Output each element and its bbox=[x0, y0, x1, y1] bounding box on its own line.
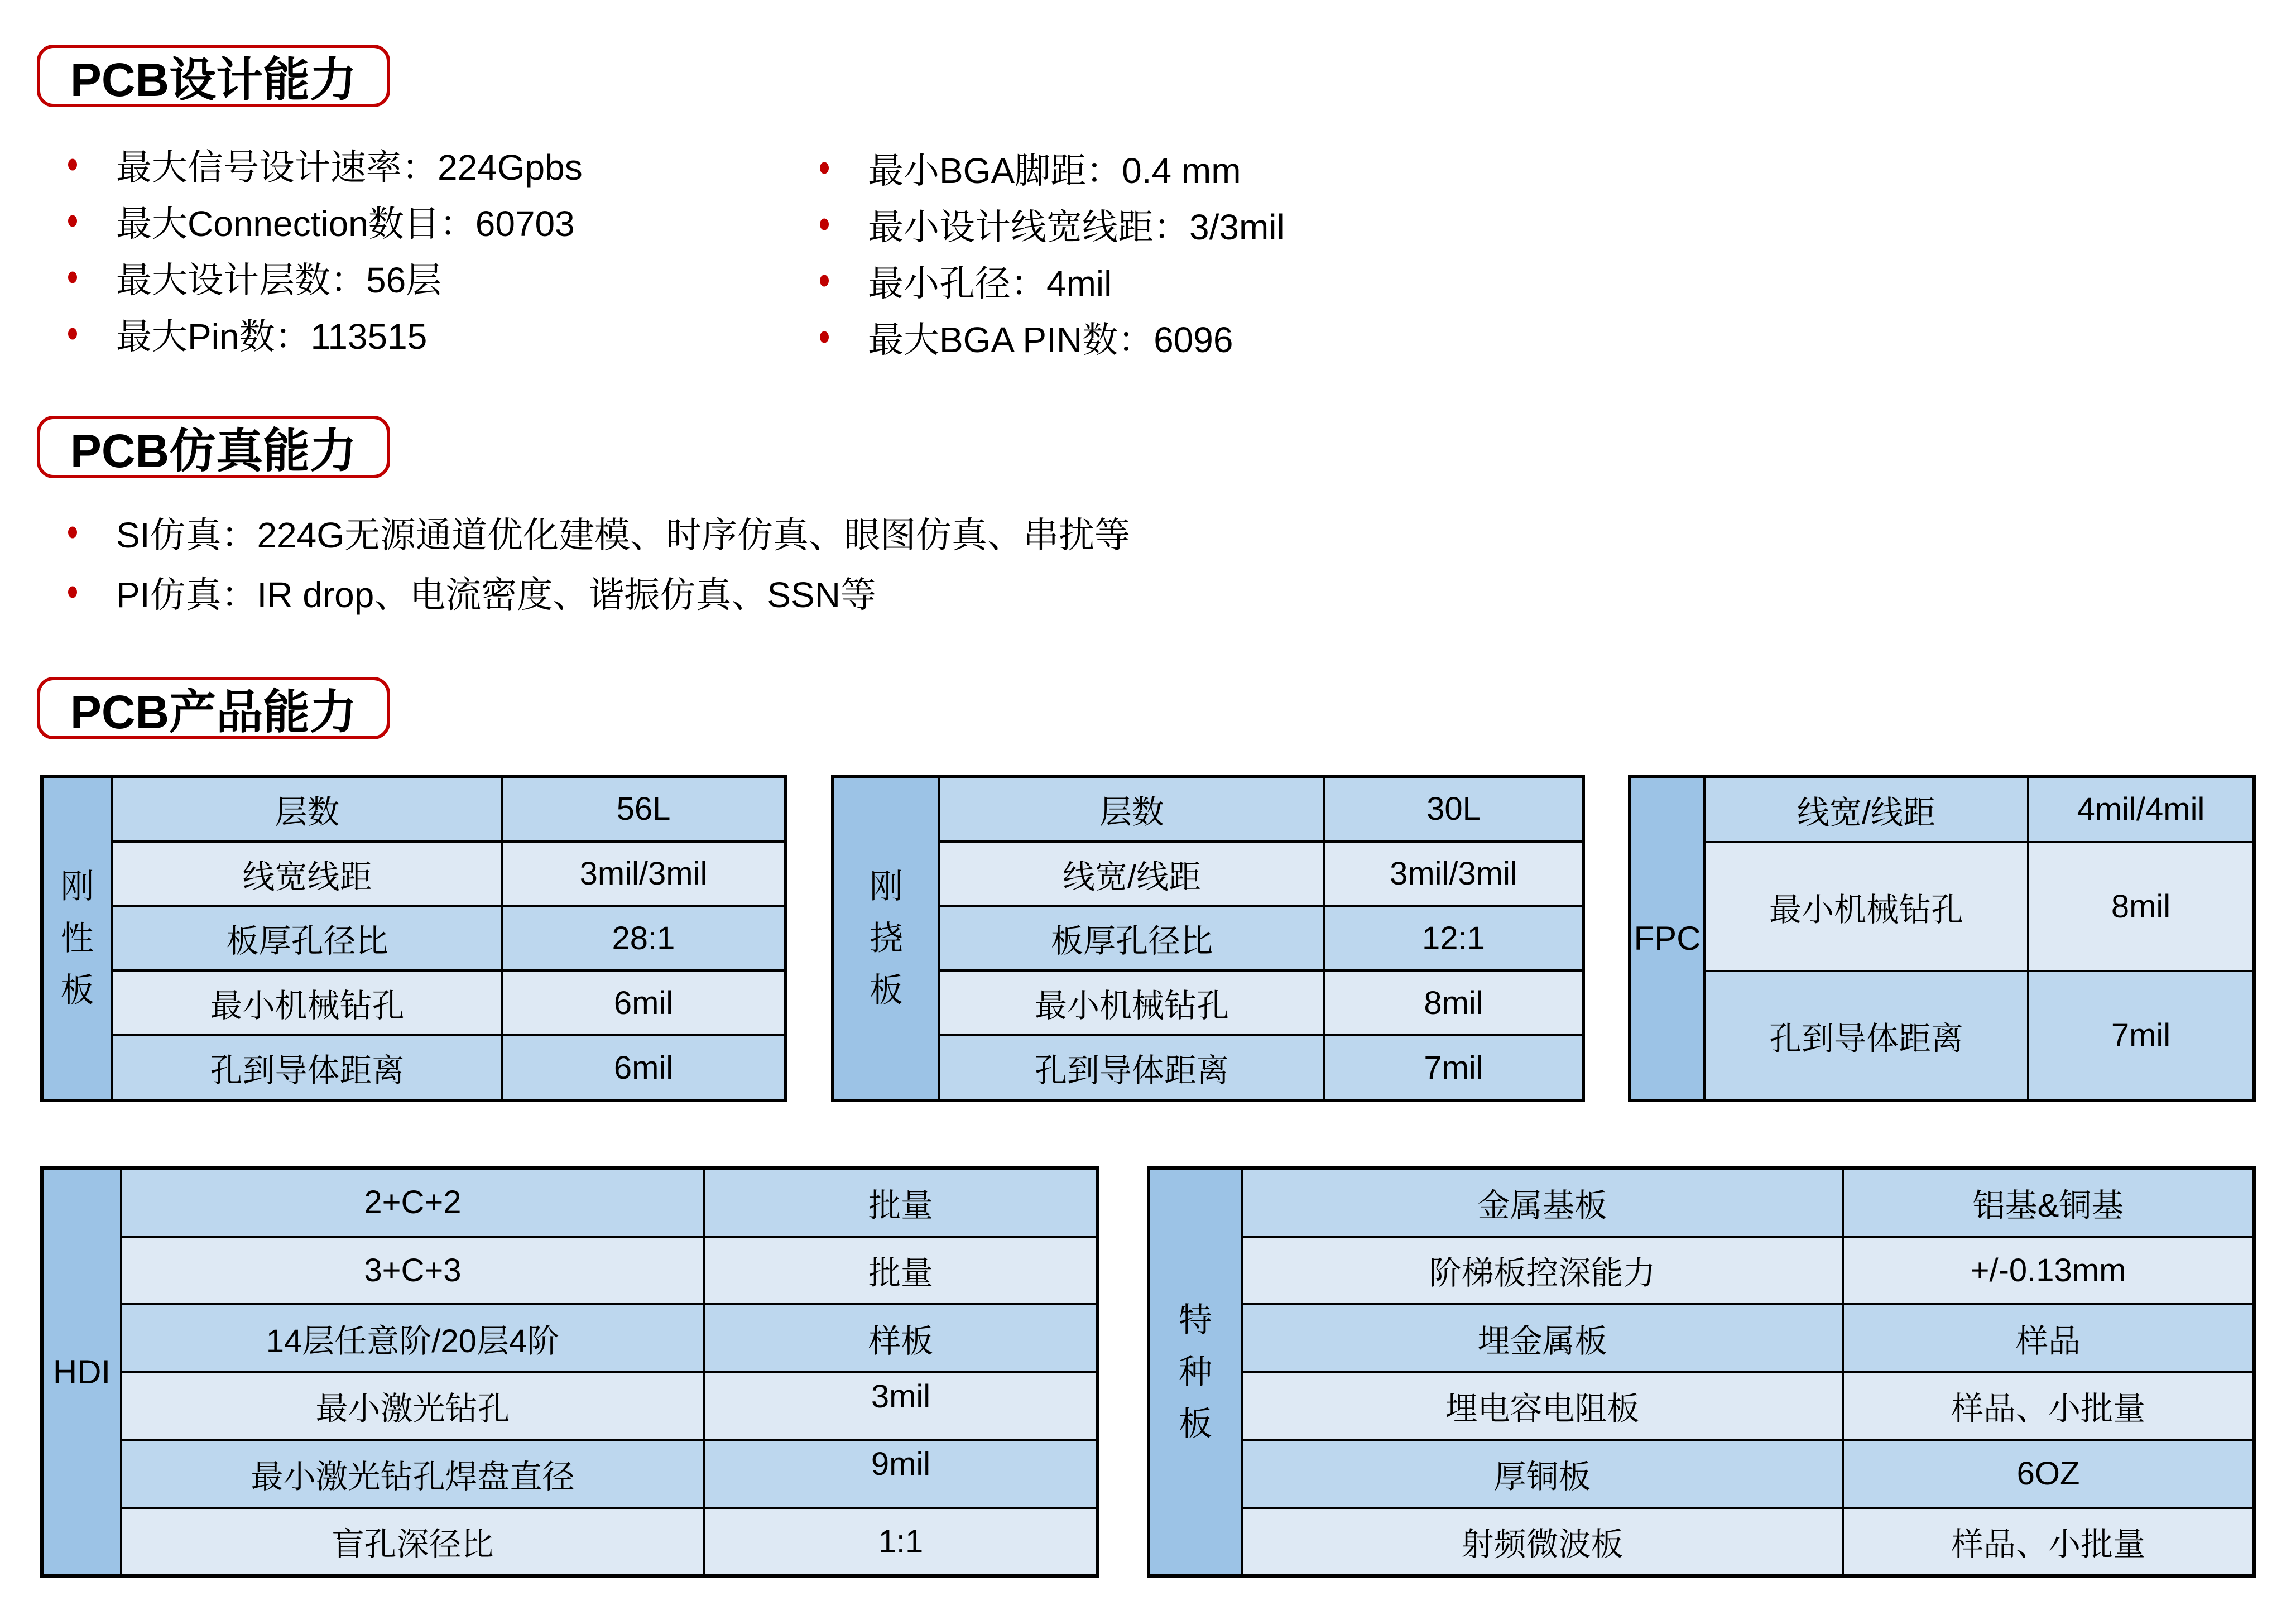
bullet-item bbox=[66, 305, 583, 362]
design-bullet-list-left bbox=[66, 136, 583, 362]
table-row bbox=[122, 1170, 1096, 1236]
simulation-bullet-list bbox=[66, 502, 1130, 622]
row-value-cell: 9mil bbox=[871, 1446, 931, 1482]
bullet-dot-icon bbox=[68, 271, 77, 283]
row-value-cell: 7mil bbox=[2111, 1017, 2171, 1054]
bullet-item bbox=[66, 249, 583, 305]
table-row bbox=[122, 1507, 1096, 1575]
side-header-char: 特 bbox=[1179, 1301, 1212, 1339]
row-value-cell: 批量 bbox=[868, 1187, 933, 1224]
table-row bbox=[940, 905, 1582, 970]
design-section-title-box bbox=[37, 45, 390, 107]
row-label-cell: 射频微波板 bbox=[1243, 1509, 1844, 1575]
side-header-char: 板 bbox=[60, 972, 94, 1009]
design-section-title: PCB设计能力 bbox=[70, 53, 357, 106]
row-value-cell: 8mil bbox=[2111, 888, 2171, 925]
table-row bbox=[113, 840, 784, 905]
row-label-cell: 层数 bbox=[113, 778, 503, 840]
row-value-cell: 样品 bbox=[2015, 1323, 2081, 1359]
bullet-item bbox=[66, 502, 1130, 562]
row-label-cell: 线宽/线距 bbox=[1706, 778, 2029, 841]
row-label-cell: 金属基板 bbox=[1243, 1170, 1844, 1236]
table-special-board-header bbox=[1150, 1170, 1243, 1574]
row-value-cell: 56L bbox=[616, 791, 671, 828]
row-value-cell: 3mil/3mil bbox=[579, 855, 708, 892]
table-row bbox=[1243, 1507, 2252, 1575]
side-header-char: 板 bbox=[1179, 1405, 1212, 1443]
table-row bbox=[122, 1439, 1096, 1507]
row-label-cell: 2+C+2 bbox=[122, 1170, 705, 1236]
row-label-cell: 阶梯板控深能力 bbox=[1243, 1238, 1844, 1304]
product-section-title: PCB产品能力 bbox=[70, 685, 357, 738]
bullet-dot-icon bbox=[68, 158, 77, 170]
row-value-cell: 7mil bbox=[1424, 1049, 1483, 1086]
row-value-cell: 12:1 bbox=[1422, 920, 1485, 956]
bullet-text: 最大Pin数：113515 bbox=[116, 316, 428, 357]
simulation-section-title: PCB仿真能力 bbox=[70, 424, 357, 477]
bullet-text: SI仿真：224G无源通道优化建模、时序仿真、眼图仿真、串扰等 bbox=[116, 515, 1131, 555]
row-label-cell: 盲孔深径比 bbox=[122, 1509, 705, 1575]
table-row bbox=[113, 778, 784, 840]
row-label-cell: 埋电容电阻板 bbox=[1243, 1373, 1844, 1439]
table-row bbox=[122, 1303, 1096, 1371]
bullet-dot-icon bbox=[68, 526, 77, 538]
table-rigid-flex-board bbox=[831, 775, 1585, 1102]
simulation-section-title-box bbox=[37, 416, 390, 478]
row-value-cell: 样板 bbox=[868, 1323, 933, 1359]
row-label-cell: 14层任意阶/20层4阶 bbox=[122, 1305, 705, 1371]
row-value-cell: 样品、小批量 bbox=[1951, 1391, 2145, 1427]
table-row bbox=[940, 969, 1582, 1034]
table-hdi bbox=[40, 1166, 1099, 1578]
row-label-cell: 孔到导体距离 bbox=[1706, 972, 2029, 1099]
bullet-dot-icon bbox=[68, 586, 77, 598]
row-value-cell: 3mil bbox=[871, 1378, 931, 1415]
bullet-item bbox=[66, 136, 583, 193]
table-special-board-rows bbox=[1243, 1170, 2252, 1574]
table-fpc-header: FPC bbox=[1631, 778, 1706, 1099]
table-rigid-flex-board-header bbox=[834, 778, 940, 1099]
row-value-cell: 6mil bbox=[613, 1049, 674, 1086]
table-row bbox=[940, 840, 1582, 905]
row-value-cell: 铝基&铜基 bbox=[1972, 1187, 2124, 1224]
row-value-cell: 6OZ bbox=[2016, 1455, 2080, 1492]
row-label-cell: 厚铜板 bbox=[1243, 1441, 1844, 1507]
side-header-char: 刚 bbox=[60, 868, 94, 905]
bullet-dot-icon bbox=[820, 218, 829, 230]
row-label-cell: 最小机械钻孔 bbox=[1706, 843, 2029, 970]
row-value-cell: +/-0.13mm bbox=[1970, 1252, 2126, 1289]
bullet-dot-icon bbox=[820, 331, 829, 343]
bullet-text: 最大Connection数目：60703 bbox=[116, 203, 575, 244]
table-rigid-flex-board-rows bbox=[940, 778, 1582, 1099]
bullet-dot-icon bbox=[68, 215, 77, 227]
bullet-item bbox=[818, 140, 1285, 196]
row-label-cell: 埋金属板 bbox=[1243, 1305, 1844, 1371]
bullet-text: 最小BGA脚距：0.4 mm bbox=[868, 150, 1241, 191]
side-header-char: 种 bbox=[1179, 1353, 1212, 1391]
table-row bbox=[1243, 1170, 2252, 1236]
table-rigid-board bbox=[40, 775, 787, 1102]
bullet-dot-icon bbox=[68, 328, 77, 339]
row-label-cell: 最小激光钻孔 bbox=[122, 1373, 705, 1439]
table-fpc bbox=[1628, 775, 2256, 1102]
row-label-cell: 层数 bbox=[940, 778, 1325, 840]
table-rigid-board-header bbox=[44, 778, 113, 1099]
table-hdi-rows bbox=[122, 1170, 1096, 1574]
product-section-title-box bbox=[37, 677, 390, 739]
bullet-item bbox=[66, 193, 583, 249]
bullet-text: 最小孔径：4mil bbox=[868, 263, 1112, 304]
table-row bbox=[940, 1034, 1582, 1099]
bullet-item bbox=[66, 562, 1130, 622]
row-label-cell: 板厚孔径比 bbox=[940, 907, 1325, 970]
table-row bbox=[1706, 778, 2252, 841]
table-row bbox=[1243, 1236, 2252, 1304]
row-value-cell: 批量 bbox=[868, 1255, 933, 1292]
row-value-cell: 8mil bbox=[1424, 984, 1483, 1021]
bullet-text: 最小设计线宽线距：3/3mil bbox=[868, 206, 1285, 247]
bullet-dot-icon bbox=[820, 162, 829, 174]
row-value-cell: 28:1 bbox=[612, 920, 675, 956]
row-label-cell: 孔到导体距离 bbox=[113, 1036, 503, 1099]
side-header-char: 性 bbox=[60, 920, 94, 957]
table-row bbox=[113, 1034, 784, 1099]
side-header-char: 挠 bbox=[870, 920, 903, 957]
table-row bbox=[1706, 970, 2252, 1099]
bullet-text: 最大BGA PIN数：6096 bbox=[868, 319, 1233, 360]
row-value-cell: 30L bbox=[1426, 791, 1481, 828]
design-bullet-list-right bbox=[818, 140, 1285, 365]
bullet-item bbox=[818, 252, 1285, 309]
table-row bbox=[1243, 1303, 2252, 1371]
row-label-cell: 3+C+3 bbox=[122, 1238, 705, 1304]
row-label-cell: 最小机械钻孔 bbox=[113, 972, 503, 1034]
side-header-char: 板 bbox=[870, 972, 903, 1009]
row-label-cell: 最小激光钻孔焊盘直径 bbox=[122, 1441, 705, 1507]
table-row bbox=[940, 778, 1582, 840]
row-value-cell: 6mil bbox=[613, 984, 674, 1021]
bullet-text: PI仿真：IR drop、电流密度、谐振仿真、SSN等 bbox=[116, 574, 876, 615]
row-value-cell: 1:1 bbox=[878, 1523, 924, 1560]
table-fpc-rows bbox=[1706, 778, 2252, 1099]
table-row bbox=[122, 1371, 1096, 1439]
row-label-cell: 线宽线距 bbox=[113, 843, 503, 905]
bullet-text: 最大信号设计速率：224Gpbs bbox=[116, 147, 583, 188]
row-value-cell: 样品、小批量 bbox=[1951, 1526, 2145, 1563]
row-label-cell: 线宽/线距 bbox=[940, 843, 1325, 905]
row-value-cell: 4mil/4mil bbox=[2077, 791, 2205, 828]
table-row bbox=[1706, 841, 2252, 970]
bullet-item bbox=[818, 309, 1285, 365]
table-rigid-board-rows bbox=[113, 778, 784, 1099]
bullet-text: 最大设计层数：56层 bbox=[116, 259, 442, 300]
row-label-cell: 孔到导体距离 bbox=[940, 1036, 1325, 1099]
bullet-dot-icon bbox=[820, 275, 829, 286]
table-row bbox=[1243, 1439, 2252, 1507]
row-label-cell: 最小机械钻孔 bbox=[940, 972, 1325, 1034]
row-label-cell: 板厚孔径比 bbox=[113, 907, 503, 970]
table-hdi-header: HDI bbox=[44, 1170, 122, 1574]
row-value-cell: 3mil/3mil bbox=[1390, 855, 1517, 892]
table-special-board bbox=[1147, 1166, 2256, 1578]
table-row bbox=[113, 905, 784, 970]
bullet-item bbox=[818, 196, 1285, 252]
table-row bbox=[113, 969, 784, 1034]
table-row bbox=[122, 1236, 1096, 1304]
side-header-char: 刚 bbox=[870, 868, 903, 905]
table-row bbox=[1243, 1371, 2252, 1439]
